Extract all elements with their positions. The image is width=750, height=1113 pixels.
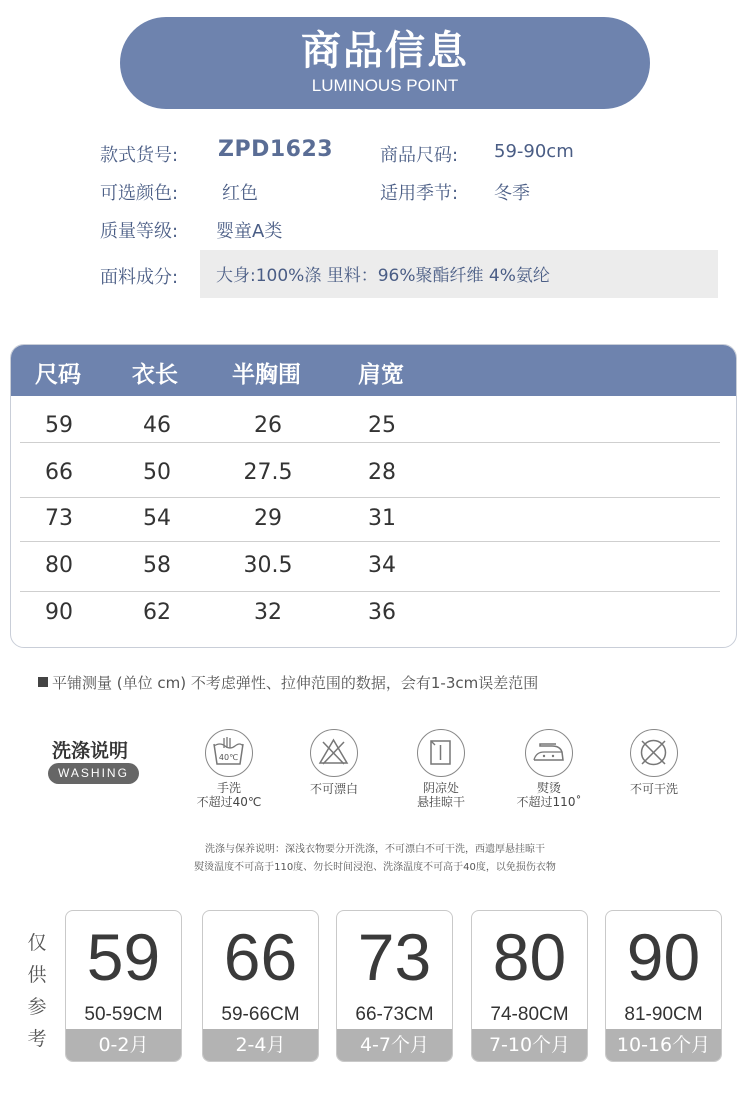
col-chest: 半胸围 [232,362,301,388]
row-divider [20,497,720,498]
size-card-59 [65,910,182,1062]
table-cell: 90 [45,600,73,625]
size-table-header [11,345,736,396]
size-card-66 [202,910,319,1062]
no-dry-clean-label: 不可干洗 [629,782,678,796]
fabric-label: 面料成分: [100,267,179,288]
measurement-note-text: 平铺测量 (单位 cm) 不考虑弹性、拉伸范围的数据，会有1-3cm误差范围 [52,674,539,692]
row-divider [20,591,720,592]
page-title: 商品信息 [301,28,469,74]
size-value: 59-90cm [494,141,574,162]
table-cell: 66 [45,460,73,485]
table-cell: 31 [368,506,396,531]
dry-in-shade-label-line2: 悬挂晾干 [416,795,465,809]
grade-label: 质量等级: [100,221,179,242]
table-cell: 62 [143,600,171,625]
table-cell: 80 [45,553,73,578]
size-card-range: 66-73CM [355,1004,434,1025]
size-card-range: 50-59CM [84,1004,163,1025]
washing-badge: WASHING [48,763,139,784]
size-card-number: 66 [223,920,298,994]
size-card-age: 0-2月 [66,1029,181,1061]
style-no-label: 款式货号: [100,145,179,166]
dry-in-shade-label [396,781,486,809]
size-card-age: 4-7个月 [337,1029,452,1061]
color-value: 红色 [222,183,258,204]
size-card-number: 90 [626,920,701,994]
reference-char: 参 [27,996,47,1018]
table-cell: 26 [254,413,282,438]
table-cell: 30.5 [243,553,293,578]
table-cell: 25 [368,413,396,438]
table-cell: 46 [143,413,171,438]
size-card-range: 81-90CM [624,1004,703,1025]
table-cell: 59 [45,413,73,438]
size-card-number: 80 [492,920,567,994]
size-card-age: 10-16个月 [606,1029,721,1061]
wash-temp-text: 40℃ [218,753,239,762]
table-cell: 34 [368,553,396,578]
no-bleach-icon [310,729,358,777]
grade-value: 婴童A类 [216,221,283,242]
hand-wash-label-line1: 手洗 [216,781,241,795]
row-divider [20,442,720,443]
header-banner [120,17,650,109]
size-card-number: 73 [357,920,432,994]
hand-wash-label [184,781,274,809]
size-label: 商品尺码: [380,145,459,166]
table-cell: 28 [368,460,396,485]
table-cell: 29 [254,506,282,531]
iron-label [504,781,594,809]
hand-wash-label-line2: 不超过40℃ [196,795,262,809]
season-value: 冬季 [494,183,530,204]
size-card-number: 59 [86,920,161,994]
no-bleach-label: 不可漂白 [309,782,358,796]
bullet-square-icon [38,677,48,687]
reference-char: 供 [27,964,47,986]
size-card-73 [336,910,453,1062]
color-label: 可选颜色: [100,183,179,204]
table-cell: 27.5 [243,460,293,485]
iron-label-line1: 熨烫 [536,781,561,795]
size-card-range: 74-80CM [490,1004,569,1025]
table-cell: 54 [143,506,171,531]
table-cell: 58 [143,553,171,578]
table-cell: 73 [45,506,73,531]
season-label: 适用季节: [380,183,459,204]
dry-in-shade-icon [417,729,465,777]
size-card-age: 7-10个月 [472,1029,587,1061]
size-card-age: 2-4月 [203,1029,318,1061]
table-cell: 32 [254,600,282,625]
page-subtitle: LUMINOUS POINT [311,76,459,95]
no-dry-clean-icon [630,729,678,777]
washing-title: 洗涤说明 [52,740,129,762]
dry-in-shade-label-line1: 阴凉处 [422,781,459,795]
care-instructions-line2: 熨烫温度不可高于110度、勿长时间浸泡、洗涤温度不可高于40度，以免损伤衣物 [194,862,556,873]
measurement-note [38,672,538,693]
col-size: 尺码 [35,362,81,388]
iron-label-line2: 不超过110˚ [516,795,582,809]
col-length: 衣长 [132,362,178,388]
table-cell: 36 [368,600,396,625]
care-instructions-line1: 洗涤与保养说明：深浅衣物要分开洗涤，不可漂白不可干洗，西遗厚悬挂晾干 [205,844,545,855]
iron-icon [525,729,573,777]
reference-char: 仅 [27,932,47,954]
style-no-value: ZPD1623 [218,137,334,162]
table-cell: 50 [143,460,171,485]
col-shoulder: 肩宽 [358,362,404,388]
size-card-80 [471,910,588,1062]
hand-wash-40-icon [205,729,253,777]
reference-char: 考 [27,1028,47,1050]
size-card-range: 59-66CM [221,1004,300,1025]
size-table [10,344,737,648]
fabric-value: 大身:100%涤 里料：96%聚酯纤维 4%氨纶 [216,266,550,286]
row-divider [20,541,720,542]
size-card-90 [605,910,722,1062]
